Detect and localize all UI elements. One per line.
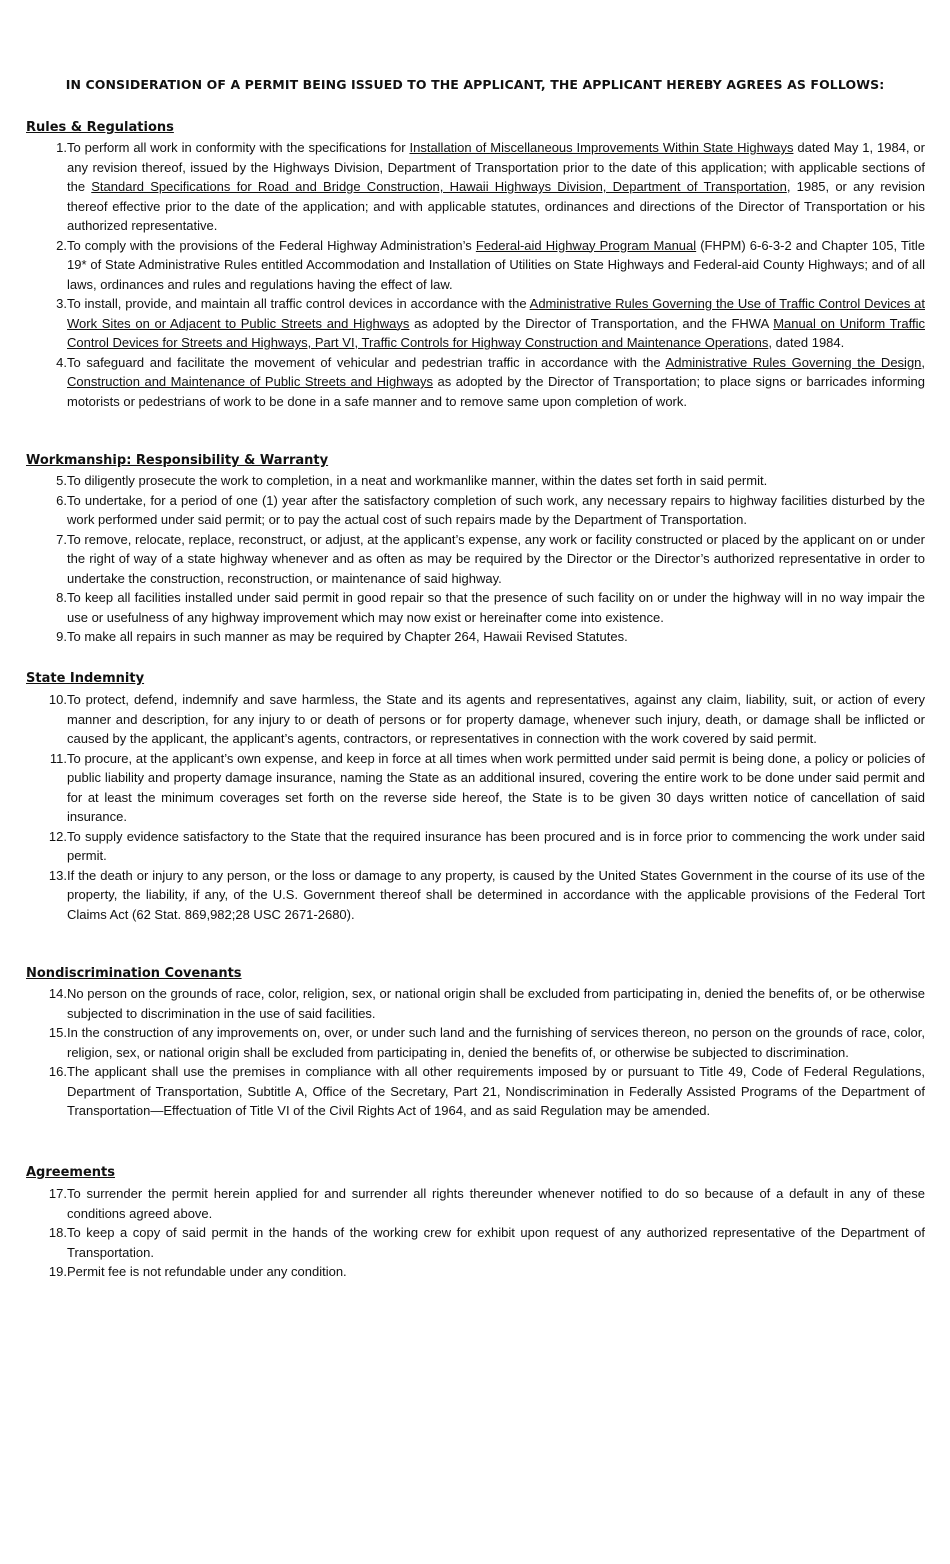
clause-item bbox=[26, 749, 925, 827]
clause-number bbox=[26, 1184, 67, 1223]
clause-number-label: 10. bbox=[48, 692, 67, 707]
clause-text-segment: In the construction of any improvements on, over, or under such land and the furnishing of services thereon, no person on the grounds of race, color, religion, sex, or national origin shall be excluded from participating in, denied the benefits of, or otherwise be subjected to discrimination. bbox=[67, 1025, 925, 1060]
clause-number bbox=[26, 236, 67, 295]
clause-number bbox=[26, 588, 67, 627]
clause-text-segment: as adopted by the Director of Transportation; to place signs or barricades informing motorists or pedestrians of work to be done in a safe manner and to remove same upon completion of work. bbox=[67, 374, 925, 409]
clause-number bbox=[26, 530, 67, 589]
clause-number-label: 7. bbox=[56, 531, 67, 547]
referenced-document-title: Administrative Rules Governing the Design, Construction and Maintenance of Public Streets and Highways bbox=[67, 354, 926, 389]
clause-number-label: 19. bbox=[48, 1264, 67, 1279]
nondiscrimination-list bbox=[26, 984, 925, 1121]
referenced-document-title: Standard Specifications for Road and Bridge Construction, Hawaii Highways Division, Department of Transportation bbox=[91, 179, 787, 194]
clause-text bbox=[67, 690, 925, 749]
clause-text-segment: If the death or injury to any person, or the loss or damage to any property, is caused by the United States Government in the course of its use of the property, the liability, if any, of the U.S. Government thereof shall be determined in accordance with the applicable provisions of the Federal Tort Claims Act (62 Stat. 869,982;28 USC 2671-2680). bbox=[67, 867, 925, 922]
clause-number bbox=[26, 471, 67, 491]
agreements-list bbox=[26, 1184, 925, 1282]
clause-number bbox=[26, 1023, 67, 1062]
clause-number bbox=[26, 294, 67, 353]
clause-number-label: 5. bbox=[56, 473, 67, 488]
clause-text bbox=[67, 627, 925, 647]
clause-number-label: 16. bbox=[48, 1064, 67, 1079]
clause-number-label: 1. bbox=[56, 140, 67, 155]
clause-text-segment: To install, provide, and maintain all traffic control devices in accordance with the bbox=[67, 296, 530, 311]
clause-number-label: 18. bbox=[48, 1225, 67, 1240]
clause-item bbox=[26, 1262, 925, 1282]
clause-item bbox=[26, 138, 925, 236]
clause-item bbox=[26, 236, 925, 295]
clause-text bbox=[67, 236, 925, 295]
clause-item bbox=[26, 866, 925, 925]
clause-number-label: 15. bbox=[48, 1025, 67, 1040]
clause-number-label: 14. bbox=[48, 986, 67, 1001]
clause-text-segment: The applicant shall use the premises in compliance with all other requirements imposed by or pursuant to Title 49, Code of Federal Regulations, Department of Transportation, Subtitle A, Office of the Secretary, Part 21, Nondiscrimination in Federally Assisted Programs of the Department of Transportation—Effectuation of Title VI of the Civil Rights Act of 1964, and as said Regulation may be amended. bbox=[67, 1064, 925, 1118]
rules-list bbox=[26, 138, 925, 411]
clause-item bbox=[26, 1023, 925, 1062]
referenced-document-title: Federal-aid Highway Program Manual bbox=[475, 237, 697, 253]
clause-number-label: 6. bbox=[56, 492, 67, 508]
clause-text bbox=[67, 1262, 925, 1282]
section-title-indemnity: State Indemnity bbox=[26, 671, 145, 686]
clause-number-label: 9. bbox=[56, 629, 67, 644]
clause-text bbox=[67, 588, 925, 627]
clause-text-segment: , dated 1984. bbox=[768, 335, 845, 350]
clause-number-label: 2. bbox=[56, 237, 67, 253]
clause-number-label: 11. bbox=[49, 750, 67, 766]
clause-text bbox=[67, 294, 925, 353]
clause-text-segment: (FHPM) 6-6-3-2 and Chapter 105, Title 19* of State Administrative Rules entitled Accommodation and Installation of Utilities on State Highways and Federal-aid County Highways; and of all laws, ordinances and rules and regulations having the effect of law. bbox=[67, 237, 925, 292]
clause-text bbox=[67, 984, 925, 1023]
clause-text-segment: To safeguard and facilitate the movement of vehicular and pedestrian traffic in accordance with the bbox=[67, 354, 666, 370]
section-title-nondiscrimination: Nondiscrimination Covenants bbox=[26, 966, 242, 981]
clause-text bbox=[67, 530, 925, 589]
clause-text-segment: , 1985, or any revision thereof effective prior to the date of the application; and with applicable statutes, ordinances and directions of the Director of Transportation or his authorized representative. bbox=[67, 179, 925, 233]
clause-text bbox=[67, 353, 925, 412]
clause-item bbox=[26, 471, 925, 491]
clause-number bbox=[26, 1223, 67, 1262]
clause-text bbox=[67, 1223, 925, 1262]
clause-text-segment: To undertake, for a period of one (1) year after the satisfactory completion of such work, any necessary repairs to highway facilities disturbed by the work performed under said permit; or to pay the actual cost of such repairs made by the Department of Transportation. bbox=[67, 492, 925, 527]
clause-text-segment: No person on the grounds of race, color, religion, sex, or national origin shall be excluded from participating in, denied the benefits of, or be otherwise subjected to discrimination in the use of said facilities. bbox=[67, 986, 925, 1021]
clause-item bbox=[26, 1223, 925, 1262]
clause-number-label: 4. bbox=[56, 354, 67, 370]
clause-text bbox=[67, 749, 925, 827]
clause-number-label: 3. bbox=[56, 296, 67, 311]
referenced-document-title: Installation of Miscellaneous Improvements Within State Highways bbox=[409, 140, 794, 155]
clause-number bbox=[26, 353, 67, 412]
clause-number bbox=[26, 1062, 67, 1121]
clause-text-segment: To keep a copy of said permit in the hands of the working crew for exhibit upon request of any authorized representative of the Department of Transportation. bbox=[67, 1225, 925, 1260]
clause-item bbox=[26, 588, 925, 627]
clause-number bbox=[26, 866, 67, 925]
clause-number bbox=[26, 827, 67, 866]
clause-item bbox=[26, 627, 925, 647]
clause-text bbox=[67, 866, 925, 925]
clause-text-segment: To diligently prosecute the work to completion, in a neat and workmanlike manner, within the dates set forth in said permit. bbox=[67, 473, 768, 488]
clause-number bbox=[26, 491, 67, 530]
clause-number-label: 13. bbox=[48, 867, 67, 883]
clause-text-segment: To protect, defend, indemnify and save harmless, the State and its agents and representatives, against any claim, liability, suit, or action of every manner and description, for any injury to or death of persons or for property damage, whenever such injury, death, or damage shall be inflicted or caused by the applicant, the applicant’s agents, contractors, or representatives in connection with the work covered by said permit. bbox=[67, 692, 925, 746]
clause-item bbox=[26, 1062, 925, 1121]
clause-item bbox=[26, 353, 925, 412]
section-title-workmanship: Workmanship: Responsibility & Warranty bbox=[26, 453, 329, 468]
clause-text-segment: To remove, relocate, replace, reconstruct, or adjust, at the applicant’s expense, any work or facility constructed or placed by the applicant on or under the right of way of a state highway whenever and as often as may be required by the Director or the Director’s authorized representative in order to undertake the construction, reconstruction, or maintenance of said highway. bbox=[67, 531, 925, 586]
page-heading: IN CONSIDERATION OF A PERMIT BEING ISSUED TO THE APPLICANT, THE APPLICANT HEREBY AGREES AS FOLLOWS: bbox=[65, 77, 885, 92]
clause-text-segment: To surrender the permit herein applied for and surrender all rights thereunder whenever notified to do so because of a default in any of these conditions agreed above. bbox=[67, 1186, 925, 1221]
clause-number bbox=[26, 749, 67, 827]
clause-item bbox=[26, 690, 925, 749]
clause-item bbox=[26, 530, 925, 589]
clause-number-label: 17. bbox=[48, 1186, 67, 1201]
clause-number bbox=[26, 138, 67, 236]
section-title-agreements: Agreements bbox=[26, 1165, 115, 1180]
clause-text bbox=[67, 1062, 925, 1121]
clause-item bbox=[26, 1184, 925, 1223]
clause-item bbox=[26, 984, 925, 1023]
clause-text bbox=[67, 491, 925, 530]
clause-text-segment: To make all repairs in such manner as may be required by Chapter 264, Hawaii Revised Statutes. bbox=[67, 629, 628, 644]
clause-item bbox=[26, 491, 925, 530]
referenced-document-title: Manual on Uniform Traffic Control Devices for Streets and Highways, Part VI, Traffic Controls for Highway Construction and Maintenance Operations bbox=[67, 315, 925, 350]
clause-text-segment: To comply with the provisions of the Federal Highway Administration’s bbox=[67, 237, 476, 253]
clause-number bbox=[26, 1262, 67, 1282]
section-title-rules: Rules & Regulations bbox=[26, 120, 174, 135]
clause-text-segment: To supply evidence satisfactory to the State that the required insurance has been procured and is in force prior to commencing the work under said permit. bbox=[67, 828, 925, 863]
clause-text bbox=[67, 138, 925, 236]
clause-text bbox=[67, 1023, 925, 1062]
clause-text-segment: To perform all work in conformity with the specifications for bbox=[67, 140, 410, 155]
clause-number-label: 12. bbox=[48, 828, 67, 844]
clause-text bbox=[67, 827, 925, 866]
referenced-document-title: Administrative Rules Governing the Use of Traffic Control Devices at Work Sites on or Adjacent to Public Streets and Highways bbox=[67, 296, 925, 331]
clause-item bbox=[26, 827, 925, 866]
clause-text-segment: Permit fee is not refundable under any condition. bbox=[67, 1264, 347, 1279]
clause-text-segment: dated May 1, 1984, or any revision thereof, issued by the Highways Division, Department of Transportation prior to the date of this application; with applicable sections of the bbox=[67, 140, 925, 194]
clause-text bbox=[67, 471, 925, 491]
clause-text-segment: To keep all facilities installed under said permit in good repair so that the presence of such facility on or under the highway will in no way impair the use or usefulness of any highway improvement which may now exist or hereinafter come into existence. bbox=[67, 590, 925, 625]
clause-text bbox=[67, 1184, 925, 1223]
clause-number bbox=[26, 690, 67, 749]
clause-number bbox=[26, 984, 67, 1023]
workmanship-list bbox=[26, 471, 925, 647]
clause-text-segment: To procure, at the applicant’s own expense, and keep in force at all times when work permitted under said permit is being done, a policy or policies of public liability and property damage insurance, naming the State as an additional insured, covering the entire work to be done under said permit and for at least the minimum coverages set forth on the reverse side hereof, the State is to be given 30 days written notice of cancellation of said insurance. bbox=[67, 750, 925, 824]
clause-number bbox=[26, 627, 67, 647]
clause-item bbox=[26, 294, 925, 353]
indemnity-list bbox=[26, 690, 925, 924]
clause-number-label: 8. bbox=[56, 590, 67, 605]
clause-text-segment: as adopted by the Director of Transportation, and the FHWA bbox=[409, 315, 774, 331]
